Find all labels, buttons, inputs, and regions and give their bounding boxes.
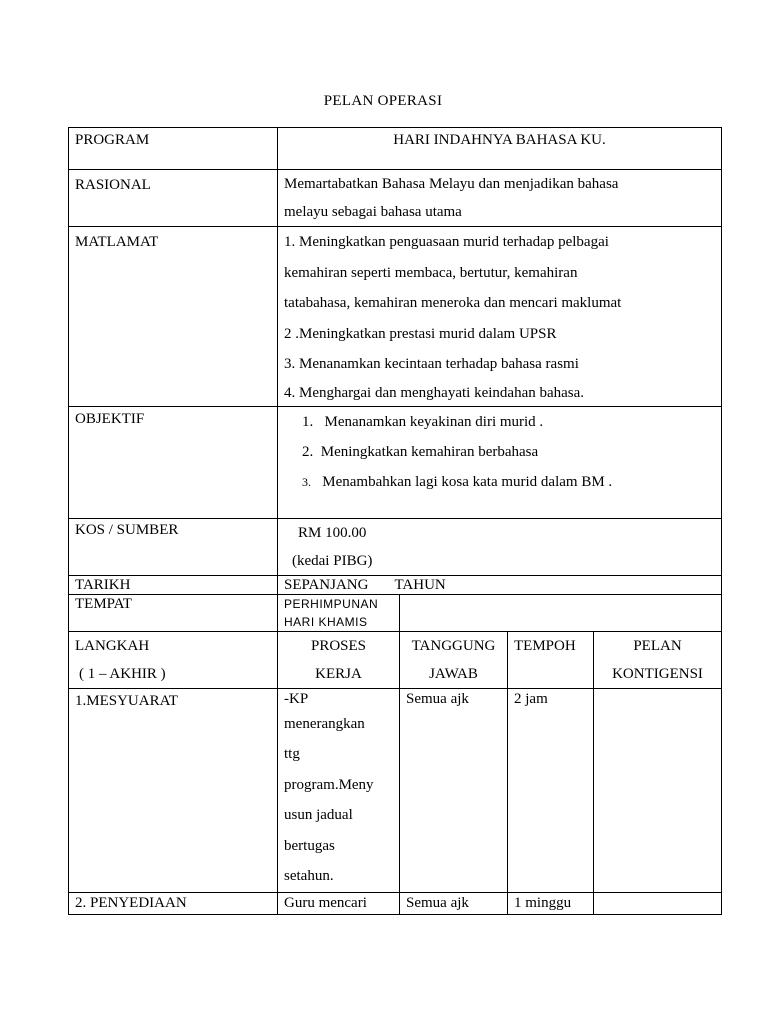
- kos-line-2: (kedai PIBG): [292, 552, 373, 569]
- row-kos: [69, 518, 722, 575]
- matlamat-line-1: 1. Meningkatkan penguasaan murid terhadap pelbagai: [284, 234, 609, 250]
- row-tarikh: [69, 575, 722, 594]
- rasional-value: [278, 170, 722, 227]
- objektif-label: OBJEKTIF: [69, 406, 278, 518]
- header-tanggung-line-2: JAWAB: [429, 665, 478, 682]
- objektif-item-3-num: 3.: [302, 474, 311, 489]
- objektif-item-1: [284, 407, 715, 437]
- row-objektif: [69, 406, 722, 518]
- tarikh-value: [278, 575, 722, 594]
- header-tanggung: [400, 631, 508, 688]
- header-proses: [278, 631, 400, 688]
- operation-plan-table: [68, 127, 722, 915]
- header-langkah-line-1: LANGKAH: [75, 637, 150, 654]
- row-1-proses-line-6: bertugas: [284, 837, 335, 854]
- tempat-line-1: PERHIMPUNAN: [284, 596, 379, 611]
- tempat-value: [278, 594, 400, 631]
- row-1-proses-line-4: program.Meny: [284, 776, 374, 793]
- header-tempoh: TEMPOH: [508, 631, 594, 688]
- row-1-tempoh: 2 jam: [508, 688, 594, 892]
- header-pelan-line-2: KONTIGENSI: [612, 665, 703, 682]
- rasional-line-2: melayu sebagai bahasa utama: [284, 204, 462, 220]
- row-program: [69, 128, 722, 170]
- matlamat-line-2: kemahiran seperti membaca, bertutur, kemahiran: [284, 264, 578, 281]
- objektif-item-1-text: Menanamkan keyakinan diri murid .: [324, 413, 544, 430]
- tarikh-value-2: TAHUN: [394, 576, 446, 593]
- kos-line-1: RM 100.00: [298, 524, 367, 541]
- objektif-item-2: [284, 437, 715, 467]
- row-2-tanggung: Semua ajk: [400, 892, 508, 914]
- tarikh-value-1: SEPANJANG: [284, 576, 369, 593]
- tempat-empty: [400, 594, 722, 631]
- row-2-langkah: 2. PENYEDIAAN: [69, 892, 278, 914]
- row-1-pelan: [594, 688, 722, 892]
- objektif-item-1-num: 1.: [302, 413, 314, 430]
- matlamat-value: [278, 227, 722, 407]
- tarikh-label: TARIKH: [69, 575, 278, 594]
- page-title: PELAN OPERASI: [323, 93, 443, 109]
- header-pelan: [594, 631, 722, 688]
- row-1-proses-line-3: ttg: [284, 746, 300, 762]
- kos-value: [278, 518, 722, 575]
- program-label: PROGRAM: [69, 128, 278, 170]
- row-1-proses-line-7: setahun.: [284, 868, 334, 884]
- row-1-proses-line-2: menerangkan: [284, 715, 365, 732]
- row-matlamat: [69, 227, 722, 407]
- tempat-line-2: HARI KHAMIS: [284, 614, 368, 629]
- header-pelan-line-1: PELAN: [633, 637, 682, 654]
- matlamat-line-4: 2 .Meningkatkan prestasi murid dalam UPSR: [284, 325, 557, 342]
- row-rasional: [69, 170, 722, 227]
- row-header: [69, 631, 722, 688]
- table-row: [69, 688, 722, 892]
- row-2-proses: Guru mencari: [278, 892, 400, 914]
- matlamat-line-5: 3. Menanamkan kecintaan terhadap bahasa rasmi: [284, 356, 579, 372]
- objektif-item-3: [284, 467, 715, 497]
- header-proses-line-1: PROSES: [310, 637, 367, 654]
- rasional-label: RASIONAL: [69, 170, 278, 227]
- objektif-value: [278, 406, 722, 518]
- row-1-proses-line-1: -KP: [284, 690, 309, 707]
- header-langkah-line-2: ( 1 – AKHIR ): [79, 665, 166, 682]
- header-proses-line-2: KERJA: [315, 665, 362, 682]
- matlamat-line-3: tatabahasa, kemahiran meneroka dan mencari maklumat: [284, 295, 622, 311]
- matlamat-label: MATLAMAT: [69, 227, 278, 407]
- header-langkah: [69, 631, 278, 688]
- objektif-item-2-text: Meningkatkan kemahiran berbahasa: [320, 443, 539, 460]
- row-1-proses: [278, 688, 400, 892]
- rasional-line-1: Memartabatkan Bahasa Melayu dan menjadikan bahasa: [284, 176, 619, 192]
- table-row: [69, 892, 722, 914]
- row-1-langkah: 1.MESYUARAT: [69, 688, 278, 892]
- matlamat-line-6: 4. Menghargai dan menghayati keindahan bahasa.: [284, 384, 585, 401]
- objektif-item-3-text: Menambahkan lagi kosa kata murid dalam BM .: [322, 473, 613, 490]
- objektif-item-2-num: 2.: [302, 443, 314, 460]
- kos-label: KOS / SUMBER: [69, 518, 278, 575]
- program-value: HARI INDAHNYA BAHASA KU.: [278, 128, 722, 170]
- header-tanggung-line-1: TANGGUNG: [411, 637, 496, 654]
- row-2-pelan: [594, 892, 722, 914]
- row-1-tanggung: Semua ajk: [400, 688, 508, 892]
- row-2-tempoh: 1 minggu: [508, 892, 594, 914]
- tempat-label: TEMPAT: [69, 594, 278, 631]
- row-tempat: [69, 594, 722, 631]
- row-1-proses-line-5: usun jadual: [284, 807, 353, 823]
